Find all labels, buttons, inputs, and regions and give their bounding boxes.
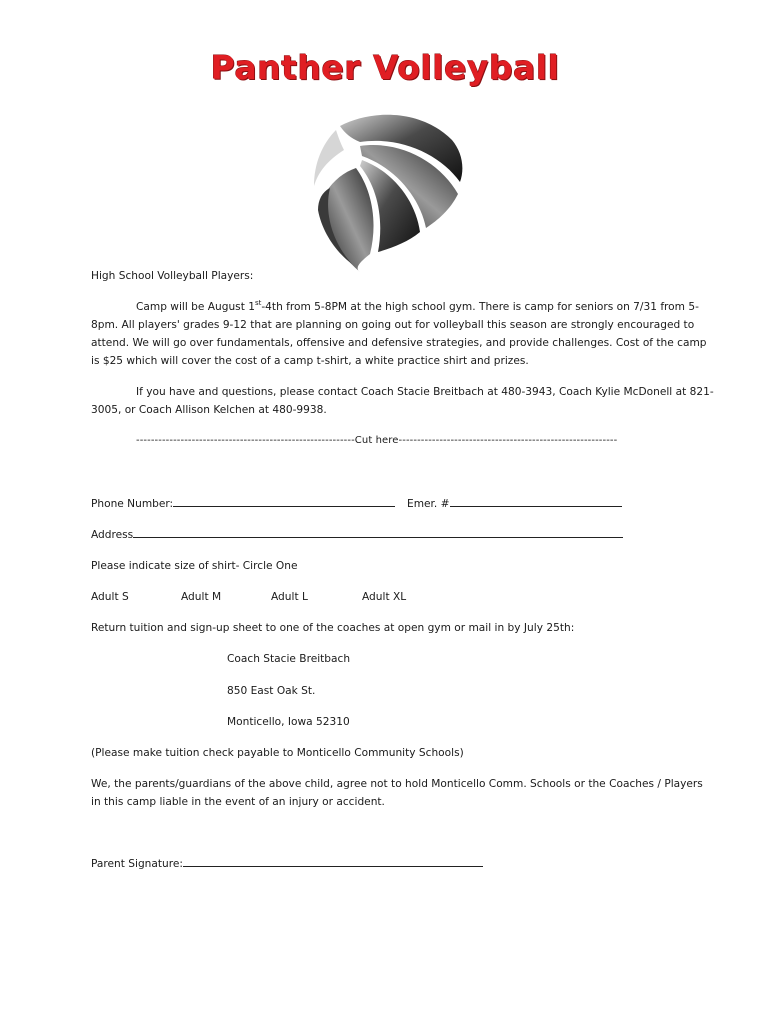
signature-label: Parent Signature: — [91, 858, 183, 870]
size-option-s[interactable]: Adult S — [91, 591, 129, 603]
intro-line-1: Camp will be August 1st-4th from 5-8PM at the high school gym. There is camp for seniors on 7/31 from 5- — [136, 299, 699, 313]
intro-line-2: 8pm. All players' grades 9-12 that are planning on going out for volleyball this season are strongly encouraged to — [91, 319, 695, 331]
mail-address-city: Monticello, Iowa 52310 — [227, 716, 350, 728]
mail-address-street: 850 East Oak St. — [227, 685, 316, 697]
size-option-l[interactable]: Adult L — [271, 591, 308, 603]
intro-line-4: is $25 which will cover the cost of a camp t-shirt, a white practice shirt and prizes. — [91, 355, 529, 367]
cut-line: -----------------------------------------------------------Cut here----------------------------------------------------------- — [136, 435, 618, 446]
contact-line-2: 3005, or Coach Allison Kelchen at 480-9938. — [91, 404, 327, 416]
signature-blank[interactable] — [183, 855, 483, 867]
size-option-m[interactable]: Adult M — [181, 591, 222, 603]
mail-address-name: Coach Stacie Breitbach — [227, 653, 351, 665]
waiver-line-2: in this camp liable in the event of an injury or accident. — [91, 796, 385, 808]
phone-label: Phone Number: — [91, 498, 174, 510]
signature-field[interactable] — [91, 855, 483, 873]
emergency-blank[interactable] — [450, 495, 622, 507]
emergency-field[interactable] — [407, 495, 622, 513]
address-label: Address — [91, 529, 134, 541]
phone-blank[interactable] — [173, 495, 395, 507]
emergency-label: Emer. # — [407, 498, 450, 510]
volleyball-logo — [300, 102, 470, 274]
contact-line-1: If you have and questions, please contact Coach Stacie Breitbach at 480-3943, Coach Kylie McDonell at 821- — [136, 386, 714, 398]
waiver-line-1: We, the parents/guardians of the above child, agree not to hold Monticello Comm. Schools or the Coaches / Players — [91, 778, 703, 790]
address-blank[interactable] — [133, 526, 623, 538]
intro-line-3: attend. We will go over fundamentals, offensive and defensive strategies, and provide challenges. Cost of the camp — [91, 337, 707, 349]
size-option-xl[interactable]: Adult XL — [362, 591, 407, 603]
greeting: High School Volleyball Players: — [91, 270, 254, 282]
page-title: Panther Volleyball — [210, 48, 560, 87]
return-instructions: Return tuition and sign-up sheet to one of the coaches at open gym or mail in by July 25th: — [91, 622, 575, 634]
check-note: (Please make tuition check payable to Monticello Community Schools) — [91, 747, 464, 759]
address-field[interactable] — [91, 526, 623, 544]
shirt-size-prompt: Please indicate size of shirt- Circle One — [91, 560, 298, 572]
phone-field[interactable] — [91, 495, 395, 513]
